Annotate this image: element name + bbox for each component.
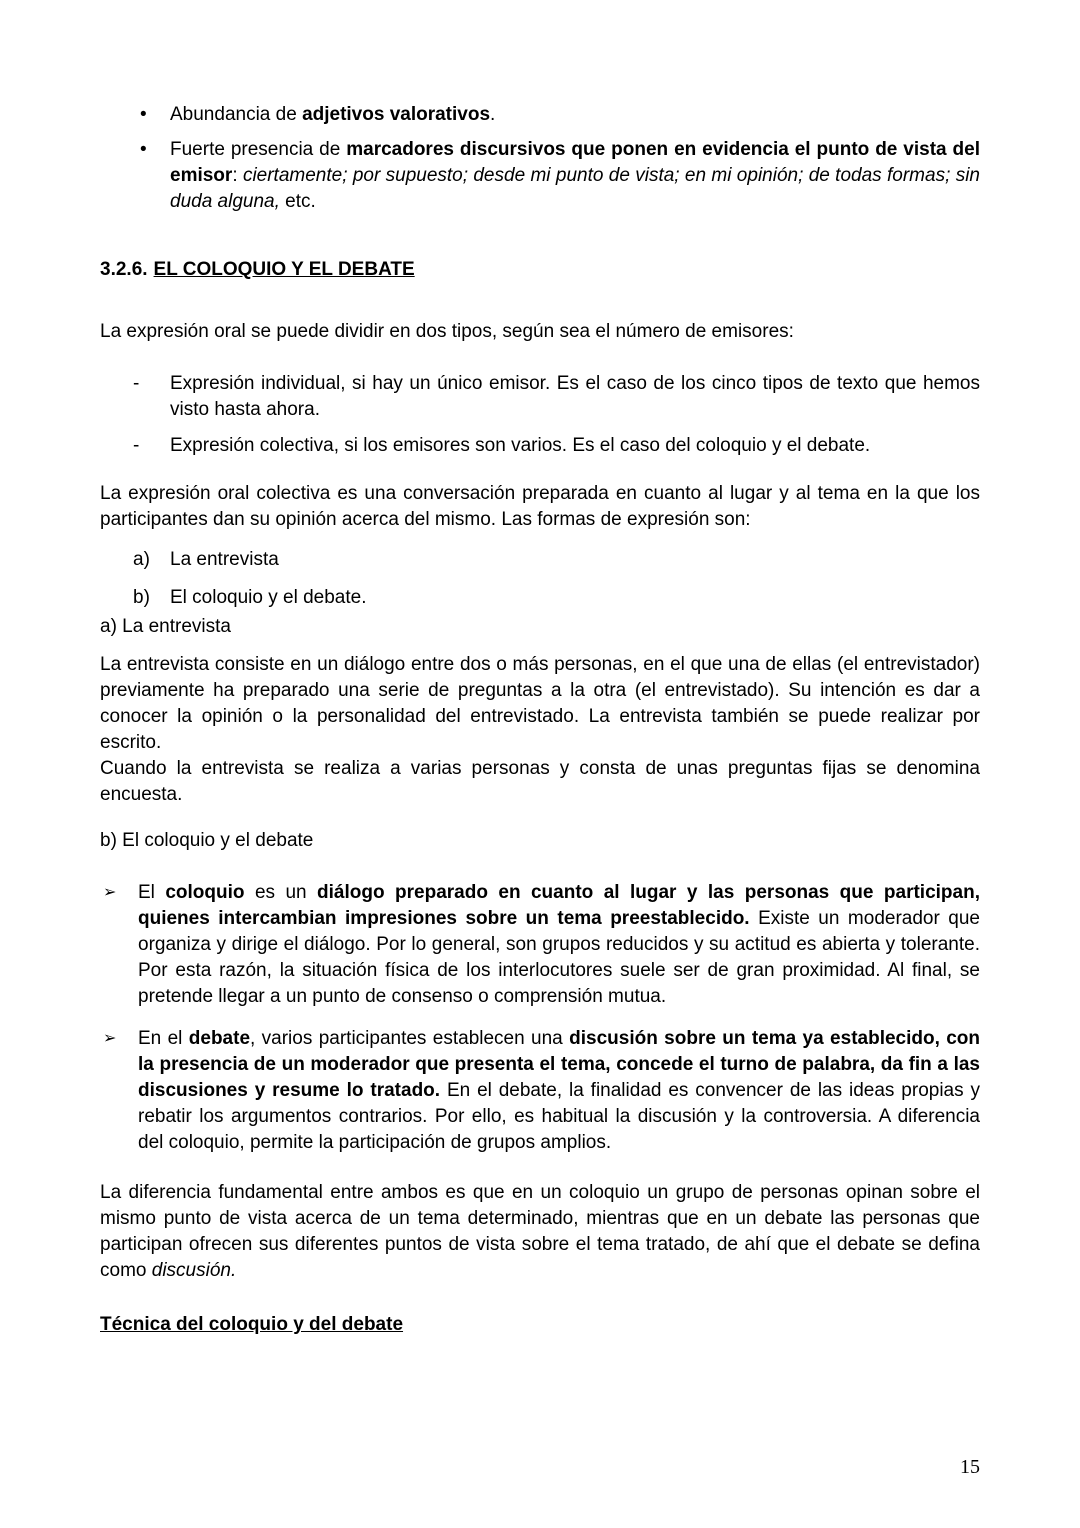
arrow-text: En el debate, varios participantes establecen una discusión sobre un tema ya establecido, con la presencia de un moderador que presenta el tema, concede el turno de palabra, da fin a las discusiones y resume lo tratado. En el debate, la finalidad es convencer de las ideas propias y rebatir los argumentos contrarios. Por ello, es habitual la discusión y la controversia. A diferencia del coloquio, permite la participación de grupos amplios.: [138, 1028, 981, 1153]
section-heading: [100, 257, 980, 283]
bullet-icon: •: [140, 139, 147, 160]
lettered-text: El coloquio y el debate.: [170, 587, 367, 608]
paragraph-entrevista-2: Cuando la entrevista se realiza a varias personas y consta de unas preguntas fijas se denomina encuesta.: [100, 758, 980, 805]
subheading-entrevista: a) La entrevista: [100, 616, 231, 637]
list-item: [100, 371, 980, 423]
bullet-text: Fuerte presencia de marcadores discursivos que ponen en evidencia el punto de vista del emisor: ciertamente; por supuesto; desde mi punto de vista; en mi opinión; de todas formas; sin duda alguna, etc.: [170, 139, 980, 212]
lettered-text: La entrevista: [170, 549, 279, 570]
list-item: [100, 547, 980, 573]
paragraph-diferencia: La diferencia fundamental entre ambos es que en un coloquio un grupo de personas opinan sobre el mismo punto de vista acerca de un tema determinado, mientras que en un debate las personas que participan ofrecen sus diferentes puntos de vista sobre el tema tratado, de ahí que el debate se defina como discusión.: [100, 1182, 980, 1281]
section-title: EL COLOQUIO Y EL DEBATE: [153, 259, 415, 280]
list-letter: a): [133, 549, 150, 570]
list-item: [100, 1026, 980, 1156]
list-item: [100, 880, 980, 1010]
list-item: [100, 102, 980, 128]
arrow-bullet-icon: ➢: [103, 1030, 117, 1047]
section-number: 3.2.6.: [100, 259, 148, 280]
paragraph-colectiva: La expresión oral colectiva es una conversación preparada en cuanto al lugar y al tema en la que los participantes dan su opinión acerca del mismo. Las formas de expresión son:: [100, 483, 980, 530]
bullet-icon: •: [140, 104, 147, 125]
dash-icon: -: [133, 435, 140, 456]
dash-text: Expresión individual, si hay un único emisor. Es el caso de los cinco tipos de texto que hemos visto hasta ahora.: [170, 373, 980, 420]
dash-text: Expresión colectiva, si los emisores son varios. Es el caso del coloquio y el debate.: [170, 435, 871, 456]
paragraph-entrevista-1: La entrevista consiste en un diálogo entre dos o más personas, en el que una de ellas (el entrevistador) previamente ha preparado una serie de preguntas a la otra (el entrevistado). Su intención es dar a conocer la opinión o la personalidad del entrevistado. La entrevista también se puede realizar por escrito.: [100, 654, 980, 753]
bullet-text: Abundancia de adjetivos valorativos.: [170, 104, 496, 125]
heading-tecnica: Técnica del coloquio y del debate: [100, 1314, 404, 1335]
arrow-bullet-icon: ➢: [103, 884, 117, 901]
arrow-text: El coloquio es un diálogo preparado en cuanto al lugar y las personas que participan, quienes intercambian impresiones sobre un tema preestablecido. Existe un moderador que organiza y dirige el diálogo. Por lo general, son grupos reducidos y su actitud es abierta y tolerante. Por esta razón, la situación física de los interlocutores suele ser de gran proximidad. Al final, se pretende llegar a un punto de consenso o comprensión mutua.: [138, 882, 980, 1007]
list-item: [100, 433, 980, 459]
paragraph-intro: La expresión oral se puede dividir en dos tipos, según sea el número de emisores:: [100, 321, 794, 342]
page-number: 15: [960, 1456, 980, 1478]
list-item: [100, 137, 980, 215]
page-content: [100, 102, 980, 1338]
dash-icon: -: [133, 373, 140, 394]
list-letter: b): [133, 587, 150, 608]
list-item: [100, 585, 980, 611]
subheading-coloquio-debate: b) El coloquio y el debate: [100, 830, 314, 851]
